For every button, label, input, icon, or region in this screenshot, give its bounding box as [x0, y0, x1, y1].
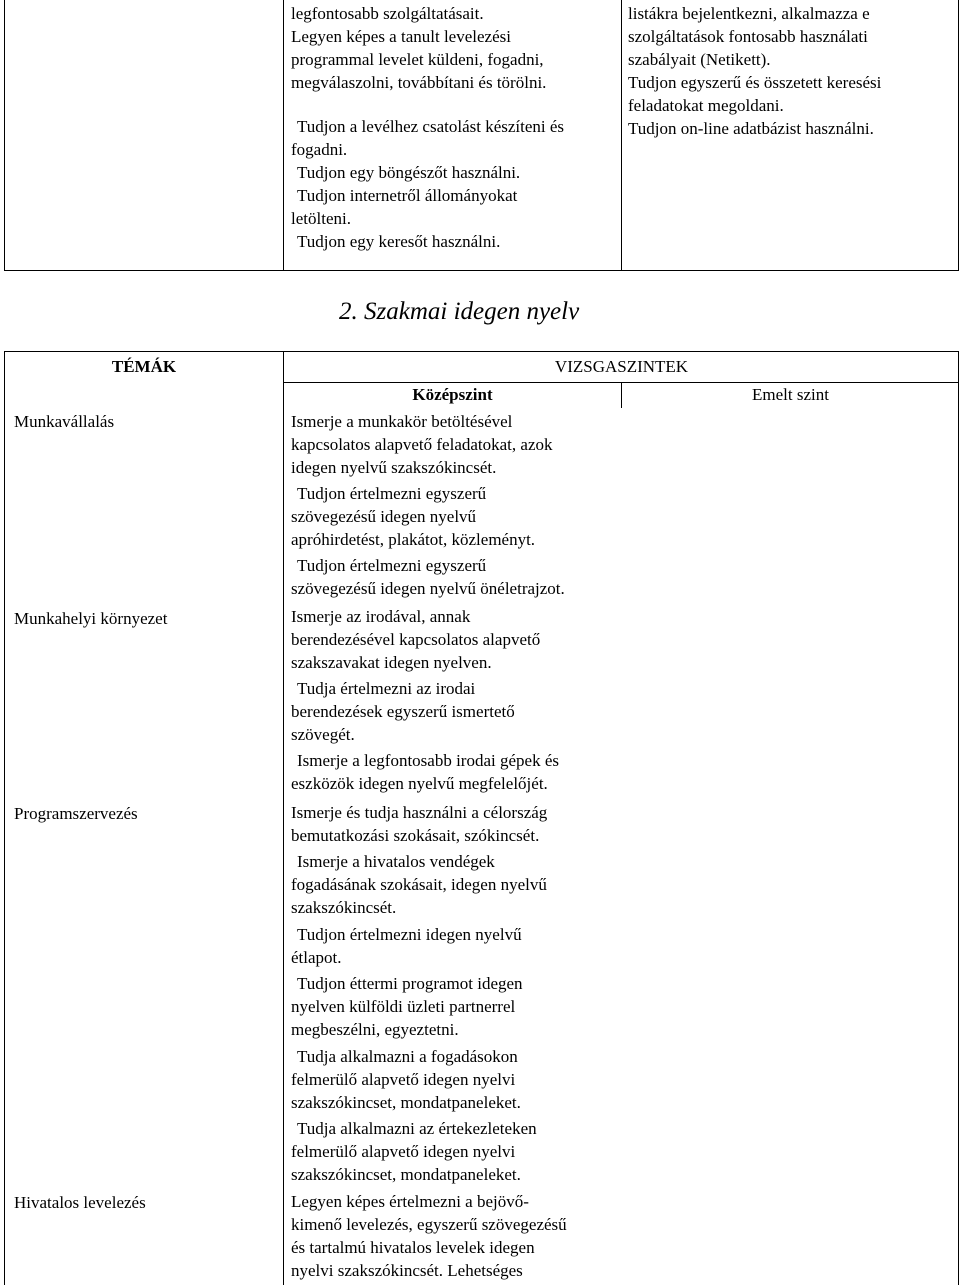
top-middle-line: legfontosabb szolgáltatásait.: [291, 4, 484, 23]
top-right-cell: [628, 2, 953, 140]
mid-level-text: Ismerje és tudja használni a célország bemutatkozási szokásait, szókincsét.: [291, 803, 548, 845]
mid-level-text: Ismerje az irodával, annak berendezésével kapcsolatos alapvető szakszavakat idegen nyelven.: [291, 607, 541, 672]
mid-level-header: Középszint: [412, 385, 493, 404]
mid-level-text: Tudjon éttermi programot idegen nyelven külföldi üzleti partnerrel megbeszélni, egyeztetni.: [291, 974, 523, 1039]
top-middle-cell: [291, 2, 616, 253]
top-right-line: szolgáltatások fontosabb használati: [628, 27, 868, 46]
mid-level-text: Tudjon értelmezni egyszerű szövegezésű idegen nyelvű apróhirdetést, plakátot, közleményt.: [291, 484, 536, 549]
top-middle-line: Tudjon egy keresőt használni.: [297, 232, 501, 251]
topics-header: TÉMÁK: [111, 357, 177, 376]
top-right-line: listákra bejelentkezni, alkalmazza e: [628, 4, 870, 23]
top-middle-line: letölteni.: [291, 209, 351, 228]
top-middle-line: fogadni.: [291, 140, 348, 159]
mid-level-text: Legyen képes értelmezni a bejövő- kimenő levelezés, egyszerű szövegezésű és tartalmú hivatalos levelek idegen nyelvi szakszókincsét. Lehetséges: [291, 1192, 567, 1280]
top-middle-line: Legyen képes a tanult levelezési: [291, 27, 511, 46]
top-table-bottom-border: [4, 270, 959, 271]
top-table-left-border: [4, 0, 5, 271]
topic-label: Hivatalos levelezés: [14, 1193, 146, 1212]
mid-level-text: Ismerje a legfontosabb irodai gépek és eszközök idegen nyelvű megfelelőjét.: [291, 751, 559, 793]
top-middle-line: Tudjon egy böngészőt használni.: [297, 163, 521, 182]
main-table-left-border: [4, 351, 5, 1285]
top-middle-line: Tudjon internetről állományokat: [297, 186, 518, 205]
top-right-line: Tudjon egyszerű és összetett keresési: [628, 73, 882, 92]
mid-level-text: Ismerje a hivatalos vendégek fogadásának szokásait, idegen nyelvű szakszókincsét.: [291, 852, 547, 917]
top-middle-line: Tudjon a levélhez csatolást készíteni és: [297, 117, 565, 136]
top-table-right-border: [958, 0, 959, 271]
top-right-line: feladatokat megoldani.: [628, 96, 784, 115]
section-title: 2. Szakmai idegen nyelv: [339, 298, 580, 325]
main-table-top-border: [4, 351, 959, 352]
top-right-line: szabályait (Netikett).: [628, 50, 771, 69]
mid-level-text: Tudjon értelmezni idegen nyelvű étlapot.: [291, 925, 522, 967]
top-table-divider-2: [621, 0, 622, 271]
top-table-divider-1: [283, 0, 284, 271]
top-middle-line: programmal levelet küldeni, fogadni,: [291, 50, 544, 69]
topic-label: Munkavállalás: [14, 412, 115, 431]
mid-level-text: Ismerje a munkakör betöltésével kapcsolatos alapvető feladatokat, azok idegen nyelvű szakszókincsét.: [291, 412, 553, 477]
topic-label: Munkahelyi környezet: [14, 609, 168, 628]
topic-label: Programszervezés: [14, 804, 138, 823]
top-middle-line: megválaszolni, továbbítani és törölni.: [291, 73, 547, 92]
mid-level-text: Tudja értelmezni az irodai berendezések egyszerű ismertető szövegét.: [291, 679, 515, 744]
main-table-topics-divider: [283, 351, 284, 1285]
mid-level-text: Tudja alkalmazni az értekezleteken felmerülő alapvető idegen nyelvi szakszókincset, mondatpaneleket.: [291, 1119, 537, 1184]
mid-level-text: Tudjon értelmezni egyszerű szövegezésű idegen nyelvű önéletrajzot.: [291, 556, 565, 598]
exam-levels-header: VIZSGASZINTEK: [554, 357, 689, 376]
top-right-line: Tudjon on-line adatbázist használni.: [628, 119, 874, 138]
main-table-right-border: [958, 351, 959, 1285]
top-middle-spacer: [291, 94, 616, 117]
mid-level-text: Tudja alkalmazni a fogadásokon felmerülő alapvető idegen nyelvi szakszókincset, mondatpaneleket.: [291, 1047, 521, 1112]
high-level-header: Emelt szint: [752, 385, 829, 404]
